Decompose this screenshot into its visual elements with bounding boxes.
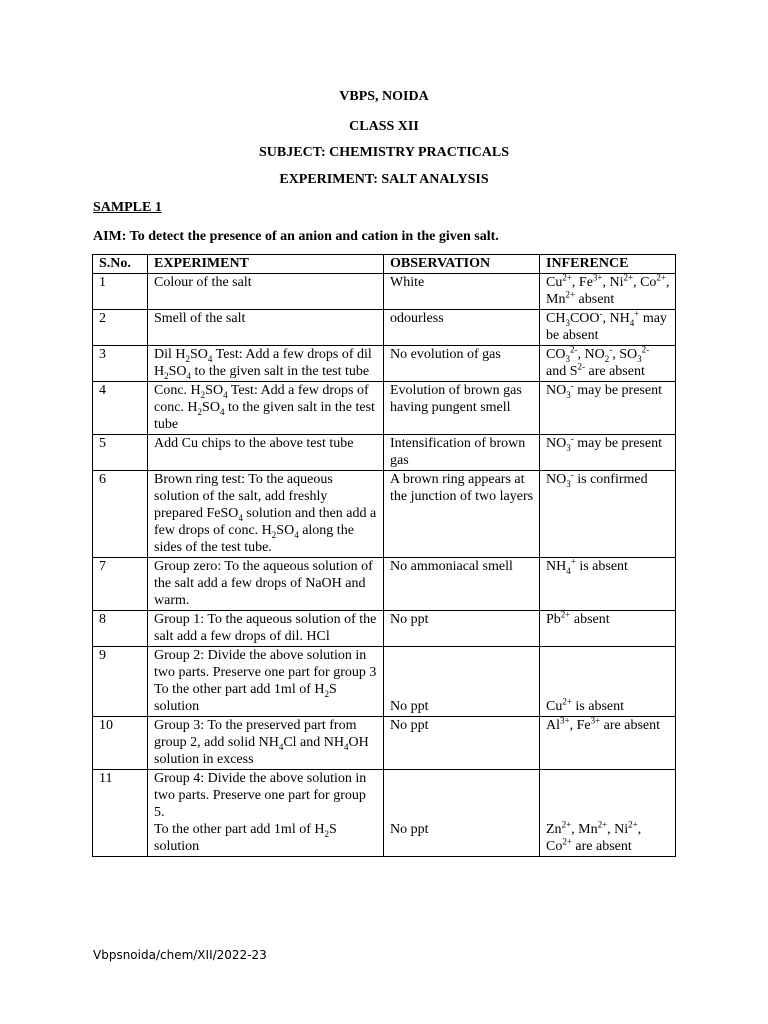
experiment-title: EXPERIMENT: SALT ANALYSIS xyxy=(279,172,489,187)
cell-observation: No evolution of gas xyxy=(384,346,540,382)
observation-text: No ppt xyxy=(390,822,429,837)
cell-experiment: Brown ring test: To the aqueous solution of the salt, add freshly prepared FeSO$_4$ solution and then add a few drops of conc. $H_2SO_4$ along the sides of the test tube. xyxy=(148,471,384,558)
experiment-part-a: Group 4: Divide the above solution in two parts. Preserve one part for group 5. xyxy=(154,771,367,820)
cell-observation: odourless xyxy=(384,310,540,346)
cell-inference: $NO_3^-$ may be present xyxy=(540,435,676,471)
cell-observation xyxy=(384,647,540,717)
header-experiment: EXPERIMENT xyxy=(148,255,384,274)
header-observation: OBSERVATION xyxy=(384,255,540,274)
cell-inference: $NO_3^-$ may be present xyxy=(540,382,676,435)
cell-experiment: Dil $H_2SO_4$ Test: Add a few drops of dil $H_2SO_4$ to the given salt in the test tube xyxy=(148,346,384,382)
cell-observation: No ppt xyxy=(384,717,540,770)
table-row xyxy=(93,647,676,717)
cell-observation: Evolution of brown gas having pungent smell xyxy=(384,382,540,435)
cell-sno: 6 xyxy=(93,471,148,558)
table-row xyxy=(93,717,676,770)
school-name: VBPS, NOIDA xyxy=(339,89,429,104)
cell-sno: 2 xyxy=(93,310,148,346)
aim-text: AIM: To detect the presence of an anion and cation in the given salt. xyxy=(93,229,499,244)
cell-observation: Intensification of brown gas xyxy=(384,435,540,471)
inference-text: $Cu^{2+}$ is absent xyxy=(546,696,625,714)
table-row xyxy=(93,435,676,471)
cell-inference: $Al^{3+}$, $Fe^{3+}$ are absent xyxy=(540,717,676,770)
cell-experiment: Group 3: To the preserved part from group 2, add solid $NH_4Cl$ and $NH_4OH$ solution in excess xyxy=(148,717,384,770)
cell-sno: 5 xyxy=(93,435,148,471)
cell-experiment xyxy=(148,647,384,717)
experiment-part-b: To the other part add 1ml of $H_2S$ solution xyxy=(154,682,337,714)
cell-sno: 7 xyxy=(93,558,148,611)
table-row xyxy=(93,382,676,435)
cell-inference: $CO_3^{2-}$, $NO_2^-$, $SO_3^{2-}$ and $S^{2-}$ are absent xyxy=(540,346,676,382)
table-row xyxy=(93,310,676,346)
cell-inference: $NH_4^+$ is absent xyxy=(540,558,676,611)
experiment-part-a: Group 2: Divide the above solution in two parts. Preserve one part for group 3 xyxy=(154,648,377,680)
cell-sno: 8 xyxy=(93,611,148,647)
cell-observation: No ammoniacal smell xyxy=(384,558,540,611)
cell-sno: 3 xyxy=(93,346,148,382)
header-sno: S.No. xyxy=(93,255,148,274)
cell-sno: 11 xyxy=(93,770,148,857)
cell-experiment: Conc. $H_2SO_4$ Test: Add a few drops of conc. $H_2SO_4$ to the given salt in the test tube xyxy=(148,382,384,435)
cell-sno: 4 xyxy=(93,382,148,435)
observation-text: No ppt xyxy=(390,699,429,714)
cell-inference: $Pb^{2+}$ absent xyxy=(540,611,676,647)
cell-inference xyxy=(540,647,676,717)
cell-experiment: Smell of the salt xyxy=(148,310,384,346)
table-row xyxy=(93,346,676,382)
class-title: CLASS XII xyxy=(349,119,419,134)
cell-experiment: Group 1: To the aqueous solution of the salt add a few drops of dil. HCl xyxy=(148,611,384,647)
footer-reference: Vbpsnoida/chem/XII/2022-23 xyxy=(93,948,267,962)
cell-experiment xyxy=(148,770,384,857)
table-row xyxy=(93,558,676,611)
cell-experiment: Add Cu chips to the above test tube xyxy=(148,435,384,471)
cell-inference: $CH_3COO^-$, $NH_4^+$ may be absent xyxy=(540,310,676,346)
cell-inference: $NO_3^-$ is confirmed xyxy=(540,471,676,558)
salt-analysis-table xyxy=(92,254,676,857)
cell-sno: 9 xyxy=(93,647,148,717)
table-header-row xyxy=(93,255,676,274)
cell-experiment: Group zero: To the aqueous solution of the salt add a few drops of NaOH and warm. xyxy=(148,558,384,611)
subject-title: SUBJECT: CHEMISTRY PRACTICALS xyxy=(259,145,509,160)
experiment-part-b: To the other part add 1ml of $H_2S$ solution xyxy=(154,822,337,854)
cell-sno: 10 xyxy=(93,717,148,770)
cell-observation: No ppt xyxy=(384,611,540,647)
cell-inference: $Cu^{2+}$, $Fe^{3+}$, $Ni^{2+}$, $Co^{2+}$, $Mn^{2+}$ absent xyxy=(540,274,676,310)
inference-text: $Zn^{2+}$, $Mn^{2+}$, $Ni^{2+}$, $Co^{2+}$ are absent xyxy=(546,819,642,854)
header-inference: INFERENCE xyxy=(540,255,676,274)
table-row xyxy=(93,471,676,558)
cell-sno: 1 xyxy=(93,274,148,310)
cell-inference xyxy=(540,770,676,857)
cell-observation: A brown ring appears at the junction of two layers xyxy=(384,471,540,558)
cell-experiment: Colour of the salt xyxy=(148,274,384,310)
cell-observation xyxy=(384,770,540,857)
cell-observation: White xyxy=(384,274,540,310)
sample-title: SAMPLE 1 xyxy=(93,200,162,215)
table-row xyxy=(93,274,676,310)
table-row xyxy=(93,770,676,857)
table-row xyxy=(93,611,676,647)
